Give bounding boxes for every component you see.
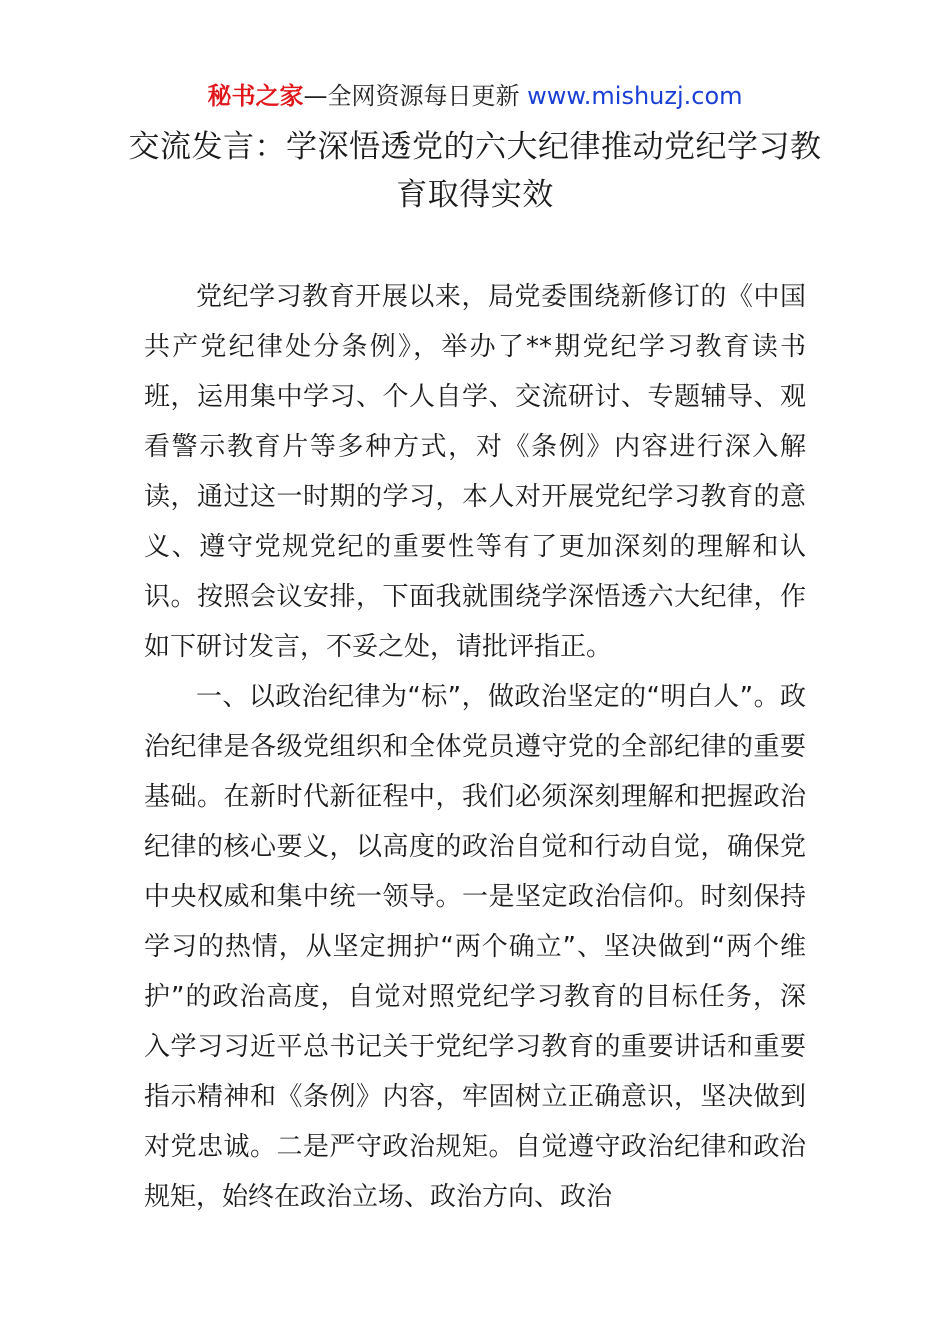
header-tagline: —全网资源每日更新 — [303, 82, 520, 110]
paragraph-intro: 党纪学习教育开展以来，局党委围绕新修订的《中国共产党纪律处分条例》，举办了**期党纪学习教育读书班，运用集中学习、个人自学、交流研讨、专题辅导、观看警示教育片等多种方式，对《条例》内容进行深入解读，通过这一时期的学习，本人对开展党纪学习教育的意义、遵守党规党纪的重要性等有了更加深刻的理解和认识。按照会议安排，下面我就围绕学深悟透六大纪律，作如下研讨发言，不妥之处，请批评指正。 — [144, 282, 806, 662]
document-body — [144, 272, 806, 1222]
site-url[interactable]: www.mishuzj.com — [527, 82, 743, 110]
paragraph-political-discipline: 一、以政治纪律为“标”，做政治坚定的“明白人”。政治纪律是各级党组织和全体党员遵守党的全部纪律的重要基础。在新时代新征程中，我们必须深刻理解和把握政治纪律的核心要义，以高度的政治自觉和行动自觉，确保党中央权威和集中统一领导。一是坚定政治信仰。时刻保持学习的热情，从坚定拥护“两个确立”、坚决做到“两个维护”的政治高度，自觉对照党纪学习教育的目标任务，深入学习习近平总书记关于党纪学习教育的重要讲话和重要指示精神和《条例》内容，牢固树立正确意识，坚决做到对党忠诚。二是严守政治规矩。自觉遵守政治纪律和政治规矩，始终在政治立场、政治方向、政治 — [144, 682, 806, 1212]
brand-name: 秘书之家 — [207, 82, 304, 110]
site-header — [0, 80, 950, 112]
document-title: 交流发言：学深悟透党的六大纪律推动党纪学习教育取得实效 — [128, 129, 822, 213]
